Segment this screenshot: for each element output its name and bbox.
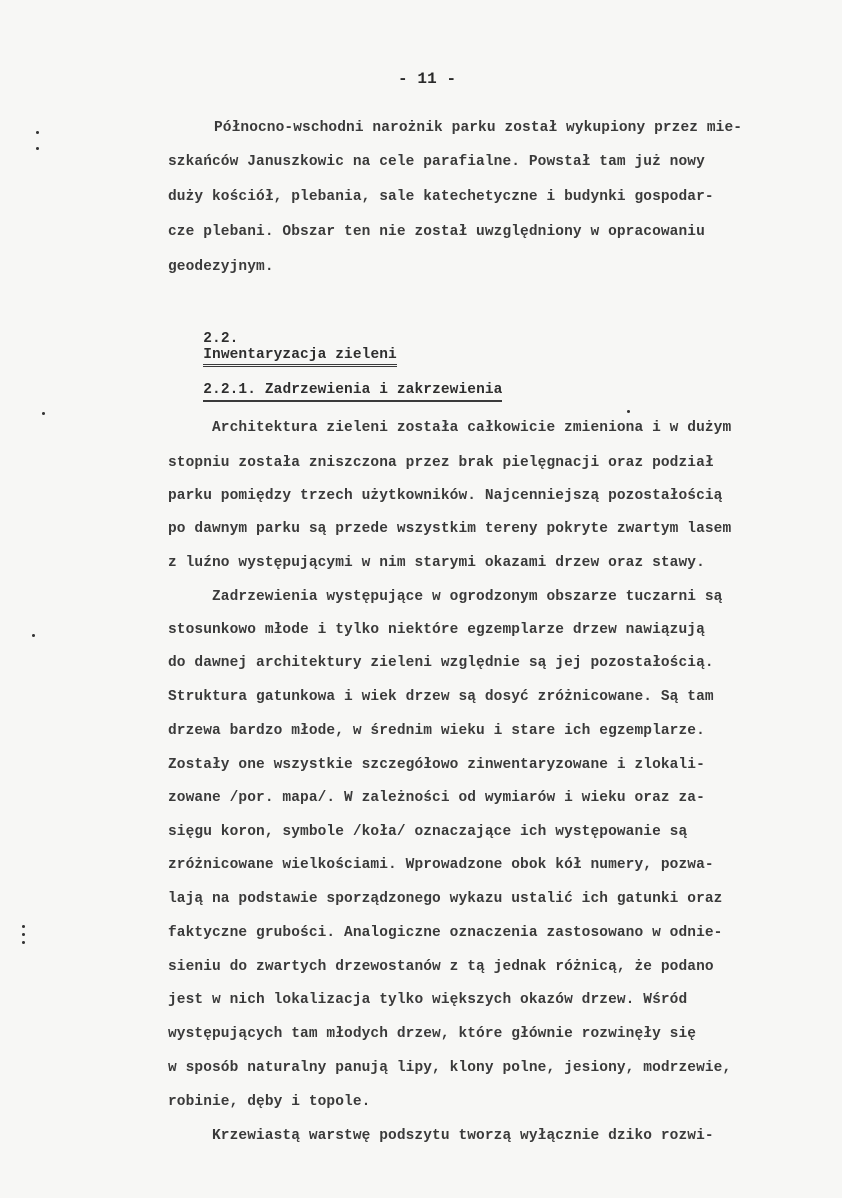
text-line: duży kościół, plebania, sale katechetyczne i budynki gospodar- xyxy=(168,189,714,205)
margin-dot xyxy=(42,412,45,415)
text-line: Struktura gatunkowa i wiek drzew są dosyć zróżnicowane. Są tam xyxy=(168,689,714,705)
text-line: Krzewiastą warstwę podszytu tworzą wyłącznie dziko rozwi- xyxy=(212,1128,714,1144)
subsection-number: 2.2.1. xyxy=(203,382,257,398)
text-line: parku pomiędzy trzech użytkowników. Najcenniejszą pozostałością xyxy=(168,488,723,504)
subsection-title: Zadrzewienia i zakrzewienia xyxy=(264,382,503,398)
text-line: faktyczne grubości. Analogiczne oznaczenia zastosowano w odnie- xyxy=(168,925,723,941)
margin-dot xyxy=(36,147,39,150)
text-line: stopniu została zniszczona przez brak pielęgnacji oraz podział xyxy=(168,455,714,471)
margin-dot xyxy=(22,925,25,928)
text-line: do dawnej architektury zieleni względnie są jej pozostałością. xyxy=(168,655,714,671)
section-number: 2.2. xyxy=(203,331,239,347)
text-line: drzewa bardzo młode, w średnim wieku i stare ich egzemplarze. xyxy=(168,723,705,739)
text-line: Północno-wschodni narożnik parku został wykupiony przez mie- xyxy=(214,120,743,136)
text-line: szkańców Januszkowic na cele parafialne. Powstał tam już nowy xyxy=(168,154,705,170)
margin-dot xyxy=(36,131,39,134)
text-line: po dawnym parku są przede wszystkim tereny pokryte zwartym lasem xyxy=(168,521,732,537)
page-number: - 11 - xyxy=(398,70,457,88)
section-title: Inwentaryzacja zieleni xyxy=(203,347,397,367)
text-line: Zadrzewienia występujące w ogrodzonym obszarze tuczarni są xyxy=(212,589,723,605)
text-line: lają na podstawie sporządzonego wykazu ustalić ich gatunki oraz xyxy=(168,891,723,907)
text-line: z luźno występującymi w nim starymi okazami drzew oraz stawy. xyxy=(168,555,705,571)
text-line: cze plebani. Obszar ten nie został uwzględniony w opracowaniu xyxy=(168,224,705,240)
text-line: robinie, dęby i topole. xyxy=(168,1094,371,1110)
text-line: w sposób naturalny panują lipy, klony polne, jesiony, modrzewie, xyxy=(168,1060,732,1076)
text-line: sieniu do zwartych drzewostanów z tą jednak różnicą, że podano xyxy=(168,959,714,975)
text-line: Architektura zieleni została całkowicie zmieniona i w dużym xyxy=(212,420,732,436)
text-line: geodezyjnym. xyxy=(168,259,274,275)
text-line: jest w nich lokalizacja tylko większych okazów drzew. Wśród xyxy=(168,992,688,1008)
margin-dot xyxy=(627,410,630,413)
margin-dot xyxy=(32,634,35,637)
margin-dot xyxy=(22,941,25,944)
subsection-heading xyxy=(168,366,502,414)
text-line: zróżnicowane wielkościami. Wprowadzone obok kół numery, pozwa- xyxy=(168,857,714,873)
text-line: stosunkowo młode i tylko niektóre egzemplarze drzew nawiązują xyxy=(168,622,705,638)
text-line: zowane /por. mapa/. W zależności od wymiarów i wieku oraz za- xyxy=(168,790,705,806)
text-line: Zostały one wszystkie szczegółowo zinwentaryzowane i zlokali- xyxy=(168,757,705,773)
text-line: sięgu koron, symbole /koła/ oznaczające ich występowanie są xyxy=(168,824,688,840)
margin-dot xyxy=(22,933,25,936)
subsection-heading-text xyxy=(203,382,502,402)
text-line: występujących tam młodych drzew, które głównie rozwinęły się xyxy=(168,1026,697,1042)
